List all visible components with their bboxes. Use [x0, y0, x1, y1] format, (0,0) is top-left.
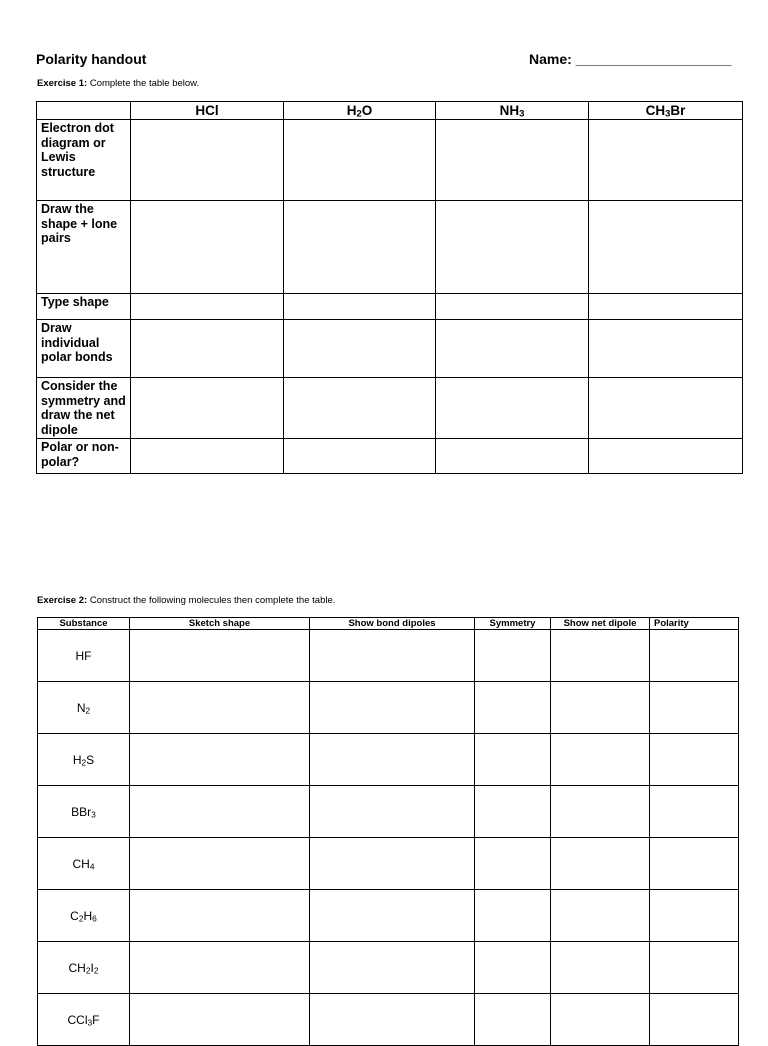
table-row [38, 994, 739, 1046]
substance-cell: $N_2$ [38, 682, 130, 734]
answer-cell[interactable] [589, 294, 743, 320]
column-header: Substance [38, 618, 130, 630]
answer-cell[interactable] [475, 838, 551, 890]
substance-cell: $H_2S$ [38, 734, 130, 786]
answer-cell[interactable] [589, 320, 743, 378]
row-label: Polar or non-polar? [37, 438, 131, 473]
answer-cell[interactable] [650, 942, 739, 994]
table-row [38, 838, 739, 890]
exercise2-text: Construct the following molecules then complete the table. [87, 595, 336, 606]
answer-cell[interactable] [551, 786, 650, 838]
row-label: Draw the shape + lone pairs [37, 201, 131, 294]
exercise1-table [36, 101, 743, 474]
answer-cell[interactable] [131, 438, 284, 473]
answer-cell[interactable] [589, 378, 743, 439]
column-header: Show net dipole [551, 618, 650, 630]
exercise1-header-row [37, 102, 743, 120]
column-header: Show bond dipoles [310, 618, 475, 630]
answer-cell[interactable] [551, 994, 650, 1046]
substance-cell: BBr$_3$ [38, 786, 130, 838]
answer-cell[interactable] [650, 890, 739, 942]
answer-cell[interactable] [284, 201, 436, 294]
answer-cell[interactable] [589, 438, 743, 473]
column-header: $NH_3$ [436, 102, 589, 120]
table-row [38, 630, 739, 682]
answer-cell[interactable] [650, 734, 739, 786]
answer-cell[interactable] [310, 734, 475, 786]
answer-cell[interactable] [589, 120, 743, 201]
answer-cell[interactable] [130, 890, 310, 942]
answer-cell[interactable] [130, 942, 310, 994]
answer-cell[interactable] [284, 294, 436, 320]
answer-cell[interactable] [551, 630, 650, 682]
answer-cell[interactable] [131, 201, 284, 294]
answer-cell[interactable] [310, 994, 475, 1046]
answer-cell[interactable] [130, 994, 310, 1046]
column-header: $CH_3Br$ [589, 102, 743, 120]
answer-cell[interactable] [589, 201, 743, 294]
column-header: Sketch shape [130, 618, 310, 630]
column-header: Polarity [650, 618, 739, 630]
answer-cell[interactable] [436, 320, 589, 378]
name-field-label: Name: ____________________ [529, 51, 732, 67]
row-label: Draw individual polar bonds [37, 320, 131, 378]
row-label: Electron dot diagram or Lewis structure [37, 120, 131, 201]
substance-cell: $CH_4$ [38, 838, 130, 890]
answer-cell[interactable] [131, 120, 284, 201]
answer-cell[interactable] [284, 378, 436, 439]
answer-cell[interactable] [310, 630, 475, 682]
answer-cell[interactable] [310, 890, 475, 942]
answer-cell[interactable] [650, 682, 739, 734]
substance-cell: $CH_2I_2$ [38, 942, 130, 994]
exercise1-instruction [37, 78, 199, 89]
answer-cell[interactable] [131, 378, 284, 439]
table-row [37, 438, 743, 473]
answer-cell[interactable] [551, 890, 650, 942]
substance-cell: HF [38, 630, 130, 682]
answer-cell[interactable] [475, 994, 551, 1046]
exercise2-instruction [37, 595, 335, 606]
substance-cell: $C_2H_6$ [38, 890, 130, 942]
table-row [38, 734, 739, 786]
answer-cell[interactable] [475, 630, 551, 682]
answer-cell[interactable] [650, 786, 739, 838]
answer-cell[interactable] [284, 438, 436, 473]
answer-cell[interactable] [650, 838, 739, 890]
answer-cell[interactable] [475, 942, 551, 994]
answer-cell[interactable] [131, 320, 284, 378]
table-row [38, 942, 739, 994]
answer-cell[interactable] [475, 682, 551, 734]
answer-cell[interactable] [475, 890, 551, 942]
answer-cell[interactable] [551, 942, 650, 994]
exercise1-corner-cell [37, 102, 131, 120]
table-row [38, 786, 739, 838]
answer-cell[interactable] [436, 120, 589, 201]
answer-cell[interactable] [436, 294, 589, 320]
exercise2-label: Exercise 2: [37, 595, 88, 606]
answer-cell[interactable] [436, 438, 589, 473]
answer-cell[interactable] [310, 682, 475, 734]
column-header: HCl [131, 102, 284, 120]
answer-cell[interactable] [436, 378, 589, 439]
answer-cell[interactable] [284, 120, 436, 201]
substance-cell: CCl$_3$F [38, 994, 130, 1046]
answer-cell[interactable] [130, 786, 310, 838]
table-row [37, 201, 743, 294]
table-row [37, 320, 743, 378]
table-row [37, 294, 743, 320]
answer-cell[interactable] [475, 734, 551, 786]
answer-cell[interactable] [284, 320, 436, 378]
answer-cell[interactable] [436, 201, 589, 294]
answer-cell[interactable] [131, 294, 284, 320]
answer-cell[interactable] [130, 630, 310, 682]
answer-cell[interactable] [310, 838, 475, 890]
exercise1-label: Exercise 1: [37, 78, 88, 89]
answer-cell[interactable] [130, 682, 310, 734]
answer-cell[interactable] [130, 734, 310, 786]
column-header: Symmetry [475, 618, 551, 630]
row-label: Consider the symmetry and draw the net dipole [37, 378, 131, 439]
answer-cell[interactable] [650, 994, 739, 1046]
table-row [37, 378, 743, 439]
page-title: Polarity handout [36, 51, 147, 67]
answer-cell[interactable] [650, 630, 739, 682]
table-row [38, 890, 739, 942]
exercise1-text: Complete the table below. [87, 78, 200, 89]
answer-cell[interactable] [551, 734, 650, 786]
row-label: Type shape [37, 294, 131, 320]
table-row [37, 120, 743, 201]
answer-cell[interactable] [310, 942, 475, 994]
answer-cell[interactable] [310, 786, 475, 838]
answer-cell[interactable] [130, 838, 310, 890]
answer-cell[interactable] [475, 786, 551, 838]
answer-cell[interactable] [551, 682, 650, 734]
answer-cell[interactable] [551, 838, 650, 890]
exercise2-table [37, 617, 739, 1046]
table-row [38, 682, 739, 734]
exercise2-header-row [38, 618, 739, 630]
column-header: $H_2O$ [284, 102, 436, 120]
